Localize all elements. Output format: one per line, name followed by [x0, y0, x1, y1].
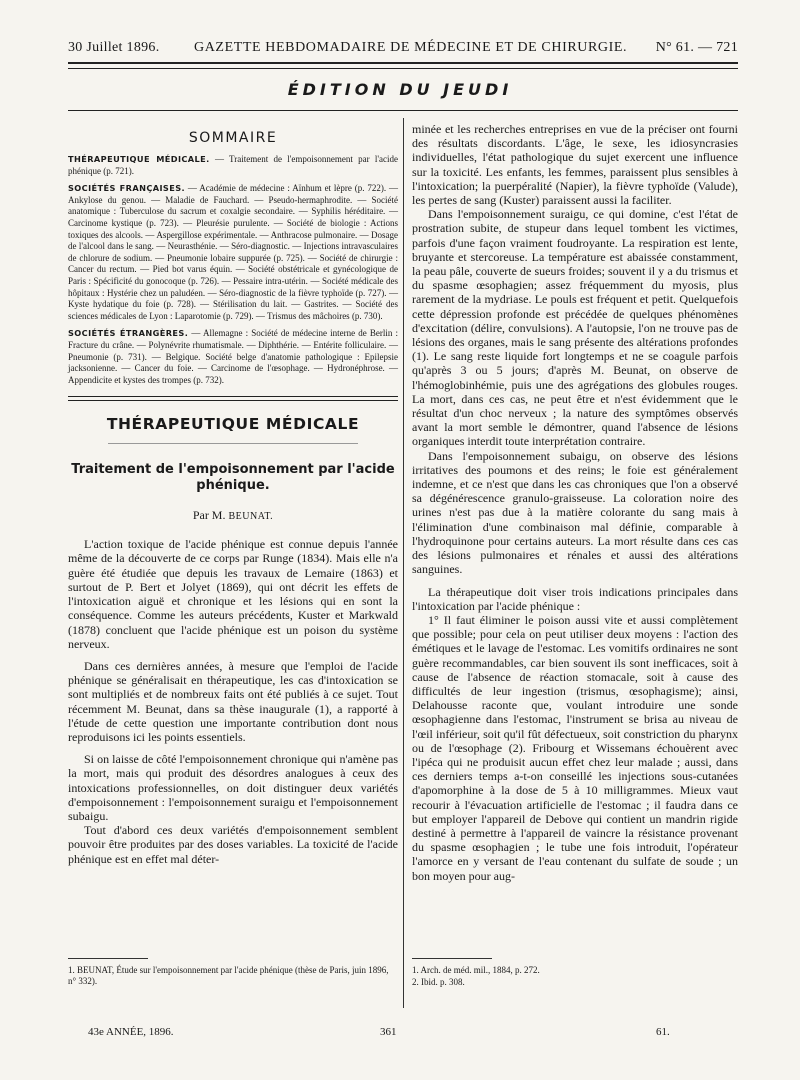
- author-name: BEUNAT.: [228, 511, 274, 523]
- journal-title: GAZETTE HEBDOMADAIRE DE MÉDECINE ET DE CHIRURGIE.: [194, 40, 628, 55]
- article-paragraph: 1° Il faut éliminer le poison aussi vite et aussi complètement que possible; pour cela on peut utiliser deux moyens : l'action des émétiques et le lavage de l'estomac. Les vomitifs ordinaires ne sont guère recommandables, car bien souvent ils sont inefficaces, soit à cause de l'absence de réaction stomacale, soit à cause des difficultés de leur ingestion (trismus, œsophagisme); ainsi, Delahousse raconte que, voulant introduire une sonde œsophagienne dans l'estomac, l'instrument se brisa au niveau de l'œil inférieur, soit qu'il fût défectueux, soit constriction du pharynx ou de l'œsophage (2). Fribourg et Wissemans échouèrent avec l'ipéca qui ne produisit aucun effet chez leur malade ; aussi, dans ces derniers temps a-t-on conseillé les injections sous-cutanées d'apomorphine à la dose de 5 à 10 milligrammes. Mieux vaut recourir à l'évacuation artificielle de l'estomac ; il faudra dans ce but employer l'appareil de Debove qui contient un mandrin rigide destiné à permettre à l'appareil de vaincre la résistance provenant du spasme œsophagien ; le tube une fois introduit, l'opérateur l'amorce en y versant de l'eau contenant du sulfate de soude ; un bon moyen pour aug-: [412, 612, 738, 883]
- sommaire-block: [68, 154, 398, 177]
- edition-label: ÉDITION DU JEUDI: [287, 80, 513, 99]
- sommaire-title: SOMMAIRE: [188, 130, 278, 146]
- sommaire-text: — Allemagne : Société de médecine interne de Berlin : Fracture du crâne. — Polynévrite rhumatismale. — Diphthérie. — Entérite folliculaire. — Pneumonie (p. 731). — Belgique. Société belge d'anatomie pathologique : Epilepsie jacksonienne. — Cancer du foie. — Carcinome de l'œsophage. — Hydronéphrose. — Appendicite et kystes des trompes (p. 732).: [68, 328, 398, 385]
- section-rule: [68, 396, 398, 397]
- footnote-right-2: 2. Ibid. p. 308.: [412, 977, 465, 987]
- sommaire-block: [68, 183, 398, 322]
- sommaire-heading: SOCIÉTÉS FRANÇAISES.: [68, 183, 186, 194]
- volume-year: 43e ANNÉE, 1896.: [88, 1026, 174, 1038]
- right-column: [412, 122, 738, 1002]
- author-prefix: Par M.: [192, 508, 229, 523]
- header-rule: [68, 62, 738, 69]
- article-paragraph: Dans l'empoisonnement subaigu, on observe des lésions irritatives des poumons et des reins; le foie est généralement indemne, et ce n'est que dans les cas chroniques que l'on a observé sa dégénérescence granulo-graisseuse. La coloration noire des urines n'est pas due à la matière colorante du sang mais à l'élimination d'une combinaison mal définie, comparable à l'hydroquinone pour certains auteurs. La mort résulte dans ces cas des lésions pulmonaires et rénales et aussi des altérations sanguines.: [412, 448, 738, 577]
- sommaire-text: — Traitement de l'empoisonnement par l'acide phénique (p. 721).: [68, 154, 398, 176]
- section-title: THÉRAPEUTIQUE MÉDICALE: [106, 415, 360, 434]
- article-paragraph: minée et les recherches entreprises en vue de la préciser ont fourni des résultats discordants. L'âge, le sexe, les idiosyncrasies individuelles, l'état pathologique du sujet exercent une influence sur la toxicité. Les enfants, les femmes, paraissent plus sensibles à l'intoxication; la puerpéralité (Napier), la fièvre typhoïde (Valude), les pertes de sang (Kuster) paraissent aussi la faciliter.: [412, 122, 738, 208]
- section-divider: [108, 443, 358, 444]
- article-paragraph: Dans l'empoisonnement suraigu, ce qui domine, c'est l'état de prostration subite, de stupeur dans lequel tombent les victimes, parfois d'une façon vraiment foudroyante. La respiration est lente, bruyante et stercoreuse. La température est abaissée constamment, la peau pâle, couverte de sueurs froides; souvent il y a du trismus et du spasme œsophagien; assez fréquemment du myosis, plus rarement de la mydriase. Le pouls est fréquent et petit. Quelquefois cette dépression profonde est précédée de quelques phénomènes d'excitation (délire, convulsions). A l'autopsie, l'on ne trouve pas de lésions des organes, mais le sang présente des altérations profondes (1). Le sang reste liquide fort longtemps et ne se coagule parfois qu'après 3 ou 5 jours; d'après M. Beunat, on observe de l'hémoglobinhémie, puis une des agrégations des globules rouges. La mort, dans ces cas, ne peut être et n'est évidemment que le résultat d'un choc nerveux ; la nature des symptômes observés avant la mort semble le démontrer, quand l'absence de lésions organiques interdit toute interprétation contraire.: [412, 207, 738, 449]
- sommaire-heading: THÉRAPEUTIQUE MÉDICALE.: [68, 154, 210, 164]
- sommaire-block: [68, 328, 398, 386]
- article-paragraph: La thérapeutique doit viser trois indications principales dans l'intoxication par l'acide phénique :: [412, 584, 738, 613]
- signature-mark: 61.: [656, 1026, 670, 1038]
- article-author: [68, 508, 398, 523]
- article-paragraph: L'action toxique de l'acide phénique est connue depuis l'année même de la découverte de ce corps par Runge (1834). Mais elle n'a guère été étudiée que depuis les travaux de Lemaire (1863) et surtout de P. Bert et Jolyet (1869), qui ont décrit les effets de l'intoxication aiguë et chronique et les lésions qui en sont la conséquence. Comme les auteurs précédents, Kuster et Markwald (1878) concluent que l'acide phénique est un poison du système nerveux.: [68, 537, 398, 651]
- column-divider: [403, 118, 404, 1008]
- article-title: Traitement de l'empoisonnement par l'acide phénique.: [71, 462, 395, 494]
- sommaire-heading: SOCIÉTÉS ÉTRANGÈRES.: [68, 328, 189, 339]
- running-head: [68, 38, 738, 60]
- sheet-number: 361: [380, 1026, 397, 1038]
- issue-page-number: N° 61. — 721: [655, 40, 738, 55]
- left-column: [68, 122, 398, 1002]
- article-paragraph: Tout d'abord ces deux variétés d'empoisonnement semblent pouvoir être produites par des doses variables. La toxicité de l'acide phénique est en effet mal déter-: [68, 823, 398, 866]
- footnote-right-1: 1. Arch. de méd. mil., 1884, p. 272.: [412, 965, 540, 975]
- article-paragraph: Si on laisse de côté l'empoisonnement chronique qui n'amène pas la mort, mais qui produit des désordres analogues à ceux des intoxications professionnelles, on doit distinguer deux variétés d'empoisonnement : l'empoisonnement suraigu et l'empoisonnement subaigu.: [68, 752, 398, 823]
- issue-date: 30 Juillet 1896.: [68, 40, 160, 55]
- footnote-rule: [412, 958, 492, 959]
- sommaire-text: — Académie de médecine : Aïnhum et lèpre (p. 722). — Ankylose du genou. — Maladie de Fauchard. — Pseudo-hermaphrodite. — Société anatomique : Tuberculose du sacrum et coxalgie secondaire. — Syphilis héréditaire. — Carcinome kystique (p. 723). — Pleurésie purulente. — Société de biologie : Actions toxiques des alcools. — Aspergillose expérimentale. — Anthracose pulmonaire. — Dosage de l'alcool dans le sang. — Neurasthénie. — Séro-diagnostic. — Injections intravasculaires de chlorure de sodium. — Pneumonie lobaire suppurée (p. 725). — Société de chirurgie : Cancer du rectum. — Pied bot varus équin. — Société obstétricale et gynécologique de Paris : Spécificité du gonocoque (p. 726). — Pessaire intra-utérin. — Société médicale des hôpitaux : Hystérie chez un paludéen. — Séro-diagnostic de la fièvre typhoïde (p. 727). — Kyste hydatique du foie (p. 728). — Stérilisation du lait. — Gastrites. — Société des sciences médicales de Lyon : Laparotomie (p. 729). — Trismus des mâchoires (p. 730).: [68, 183, 399, 321]
- article-paragraph: Dans ces dernières années, à mesure que l'emploi de l'acide phénique se généralisait en thérapeutique, les cas d'intoxication se sont multipliés et de nombreux faits ont été publiés à ce sujet. Tout récemment M. Beunat, dans sa thèse inaugurale (1), a rapporté à l'étude de cette question une importante contribution dont nous reproduisons ici les points essentiels.: [68, 658, 398, 744]
- edition-rule: [68, 110, 738, 111]
- footnote-left: 1. BEUNAT, Étude sur l'empoisonnement par l'acide phénique (thèse de Paris, juin 1896, n° 332).: [68, 965, 389, 986]
- footnote-rule: [68, 958, 148, 959]
- section-rule: [68, 400, 398, 401]
